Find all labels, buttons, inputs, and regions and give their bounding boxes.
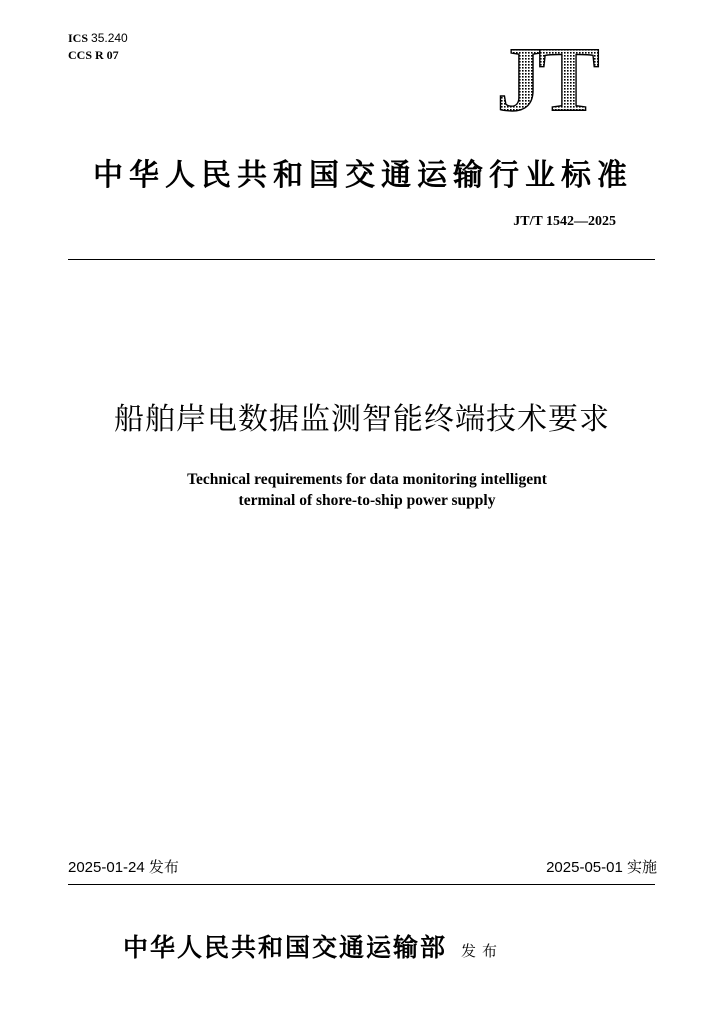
ics-label: ICS — [68, 31, 89, 45]
title-chinese: 船舶岸电数据监测智能终端技术要求 — [114, 402, 610, 437]
ccs-code: CCS R 07 — [68, 48, 119, 62]
issuer — [123, 928, 503, 964]
implementation-date: 2025-05-01 实施 — [546, 859, 657, 876]
standard-type: 中华人民共和国交通运输行业标准 — [93, 158, 633, 193]
jt-logo — [474, 40, 618, 116]
standard-number: JT/T 1542—2025 — [513, 214, 616, 229]
issue-date: 2025-01-24 发布 — [68, 859, 179, 876]
top-divider — [68, 259, 655, 260]
ics-code — [68, 30, 128, 47]
classification-codes — [68, 30, 128, 64]
ics-number: 35.240 — [91, 31, 128, 45]
issuer-org: 中华人民共和国交通运输部 — [123, 933, 448, 962]
logo-lettering: JT — [496, 40, 596, 116]
title-english-line1: Technical requirements for data monitoring intelligent — [187, 471, 547, 488]
issuer-action: 发布 — [461, 942, 504, 960]
title-english — [0, 469, 724, 511]
bottom-divider — [68, 884, 655, 885]
title-english-line2: terminal of shore-to-ship power supply — [238, 492, 496, 509]
